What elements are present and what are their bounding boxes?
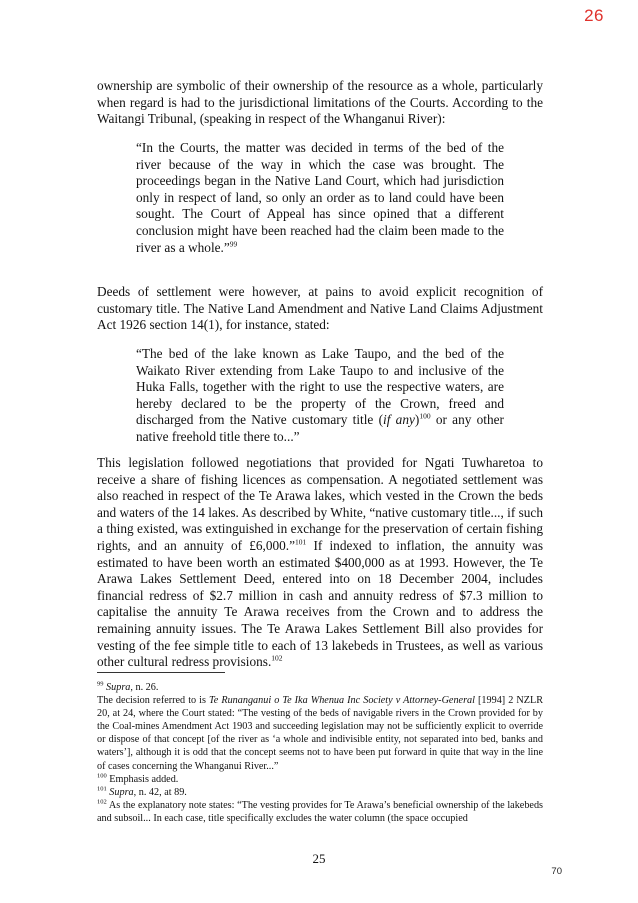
block-quote-2-emphasis: if any — [383, 412, 415, 428]
block-quote-2-close-paren: ) — [414, 412, 420, 428]
block-quote-1 — [136, 140, 504, 256]
footnote-100-text: Emphasis added. — [106, 773, 179, 785]
footnote-99 — [97, 681, 543, 694]
footnote-divider — [97, 672, 225, 673]
footnotes — [97, 681, 543, 825]
paragraph-3 — [97, 455, 543, 671]
footnote-99-cont-b: [1994] 2 NZLR 20, at 24, where the Court stated: “The vesting of the beds of navigable rivers in the Crown provided for by the Coal-mines Amendment Act 1903 and succeeding legislation may not be sufficiently explicit to override or dispose of that concept [of the river as ‘a whole and indivisible entity, not separated into bed, banks and waters’], although it is odd that the concept seems not to have been put forward in quite that way in the line of cases concerning the Whanganui River...” — [97, 695, 543, 772]
paragraph-3-text-1: This legislation followed negotiations that provided for Ngati Tuwharetoa to receive a share of fishing licences as compensation. A negotiated settlement was also reached in respect of the Te Arawa lakes, which vested in the Crown the beds and waters of the 14 lakes. As described by White, “native customary title..., if such a thing existed, was extinguished in exchange for the preservation of certain fishing rights, and an annuity of £6,000.” — [97, 455, 543, 553]
footnote-101-supra: Supra — [109, 786, 134, 798]
page-number: 25 — [312, 851, 326, 866]
footnote-99-supra: Supra — [106, 682, 131, 693]
footnote-101 — [97, 786, 543, 799]
footnote-ref-99: 99 — [229, 239, 238, 249]
footnote-ref-102: 102 — [271, 653, 283, 663]
footnote-100 — [97, 773, 543, 786]
footnote-102 — [97, 799, 543, 825]
paragraph-2 — [97, 284, 543, 334]
paragraph-3-text-2: If indexed to inflation, the annuity was estimated to have been worth an estimated $400,000 as at 1993. However, the Te Arawa Lakes Settlement Deed, entered into on 18 December 2004, includes financial redress of $2.7 million in cash and annuity redress of $7.3 million to capitalise the annuity Te Arawa receives from the Crown and to address the remaining annuity issues. The Te Arawa Lakes Settlement Bill also provides for vesting of the fee simple title to each of 13 lakebeds in Trustees, as well as various other cultural redress provisions. — [97, 537, 543, 670]
footnote-ref-100: 100 — [419, 411, 431, 421]
side-page-number: 70 — [551, 866, 562, 877]
block-quote-2-text-after: or any other native freehold title there to...” — [136, 412, 504, 444]
paragraph-1 — [97, 78, 543, 128]
block-quote-2 — [136, 346, 504, 446]
footnote-99-continued — [97, 694, 543, 773]
block-quote-2-text-before: “The bed of the lake known as Lake Taupo, and the bed of the Waikato River extending from Lake Taupo to and inclusive of the Huka Falls, together with the right to use the respective waters, are hereby declared to be the property of the Crown, freed and discharged from the Native customary title ( — [136, 346, 504, 428]
footnote-ref-101: 101 — [295, 537, 307, 547]
footnote-99-number: 99 — [97, 680, 104, 688]
footnote-101-number: 101 — [97, 785, 107, 793]
footnote-99-ref: , n. 26. — [130, 682, 159, 693]
paragraph-2-text: Deeds of settlement were however, at pains to avoid explicit recognition of customary title. The Native Land Amendment and Native Land Claims Adjustment Act 1926 section 14(1), for instance, stated: — [97, 284, 543, 333]
footnote-102-text: As the explanatory note states: “The vesting provides for Te Arawa’s beneficial ownership of the lakebeds and subsoil... In each case, title specifically excludes the water column (the space occupied — [97, 799, 543, 824]
corner-page-number: 26 — [584, 6, 604, 25]
footnote-102-number: 102 — [97, 798, 107, 806]
block-quote-1-text: “In the Courts, the matter was decided in terms of the bed of the river because of the way in which the case was brought. The proceedings began in the Native Land Court, which had jurisdiction only in respect of land, so only an order as to land could have been sought. The Court of Appeal has since opined that a different conclusion might have been reached had the claim been made to the river as a whole.” — [136, 140, 504, 255]
paragraph-1-text: ownership are symbolic of their ownership of the resource as a whole, particularly when regard is had to the jurisdictional limitations of the Courts. According to the Waitangi Tribunal, (speaking in respect of the Whanganui River): — [97, 78, 543, 127]
footnote-99-case-name: Te Runanganui o Te Ika Whenua Inc Society v Attorney-General — [209, 695, 475, 707]
footnote-99-cont-a: The decision referred to is — [97, 695, 210, 707]
footnote-101-ref: , n. 42, at 89. — [133, 786, 187, 798]
footnote-100-number: 100 — [97, 772, 107, 780]
